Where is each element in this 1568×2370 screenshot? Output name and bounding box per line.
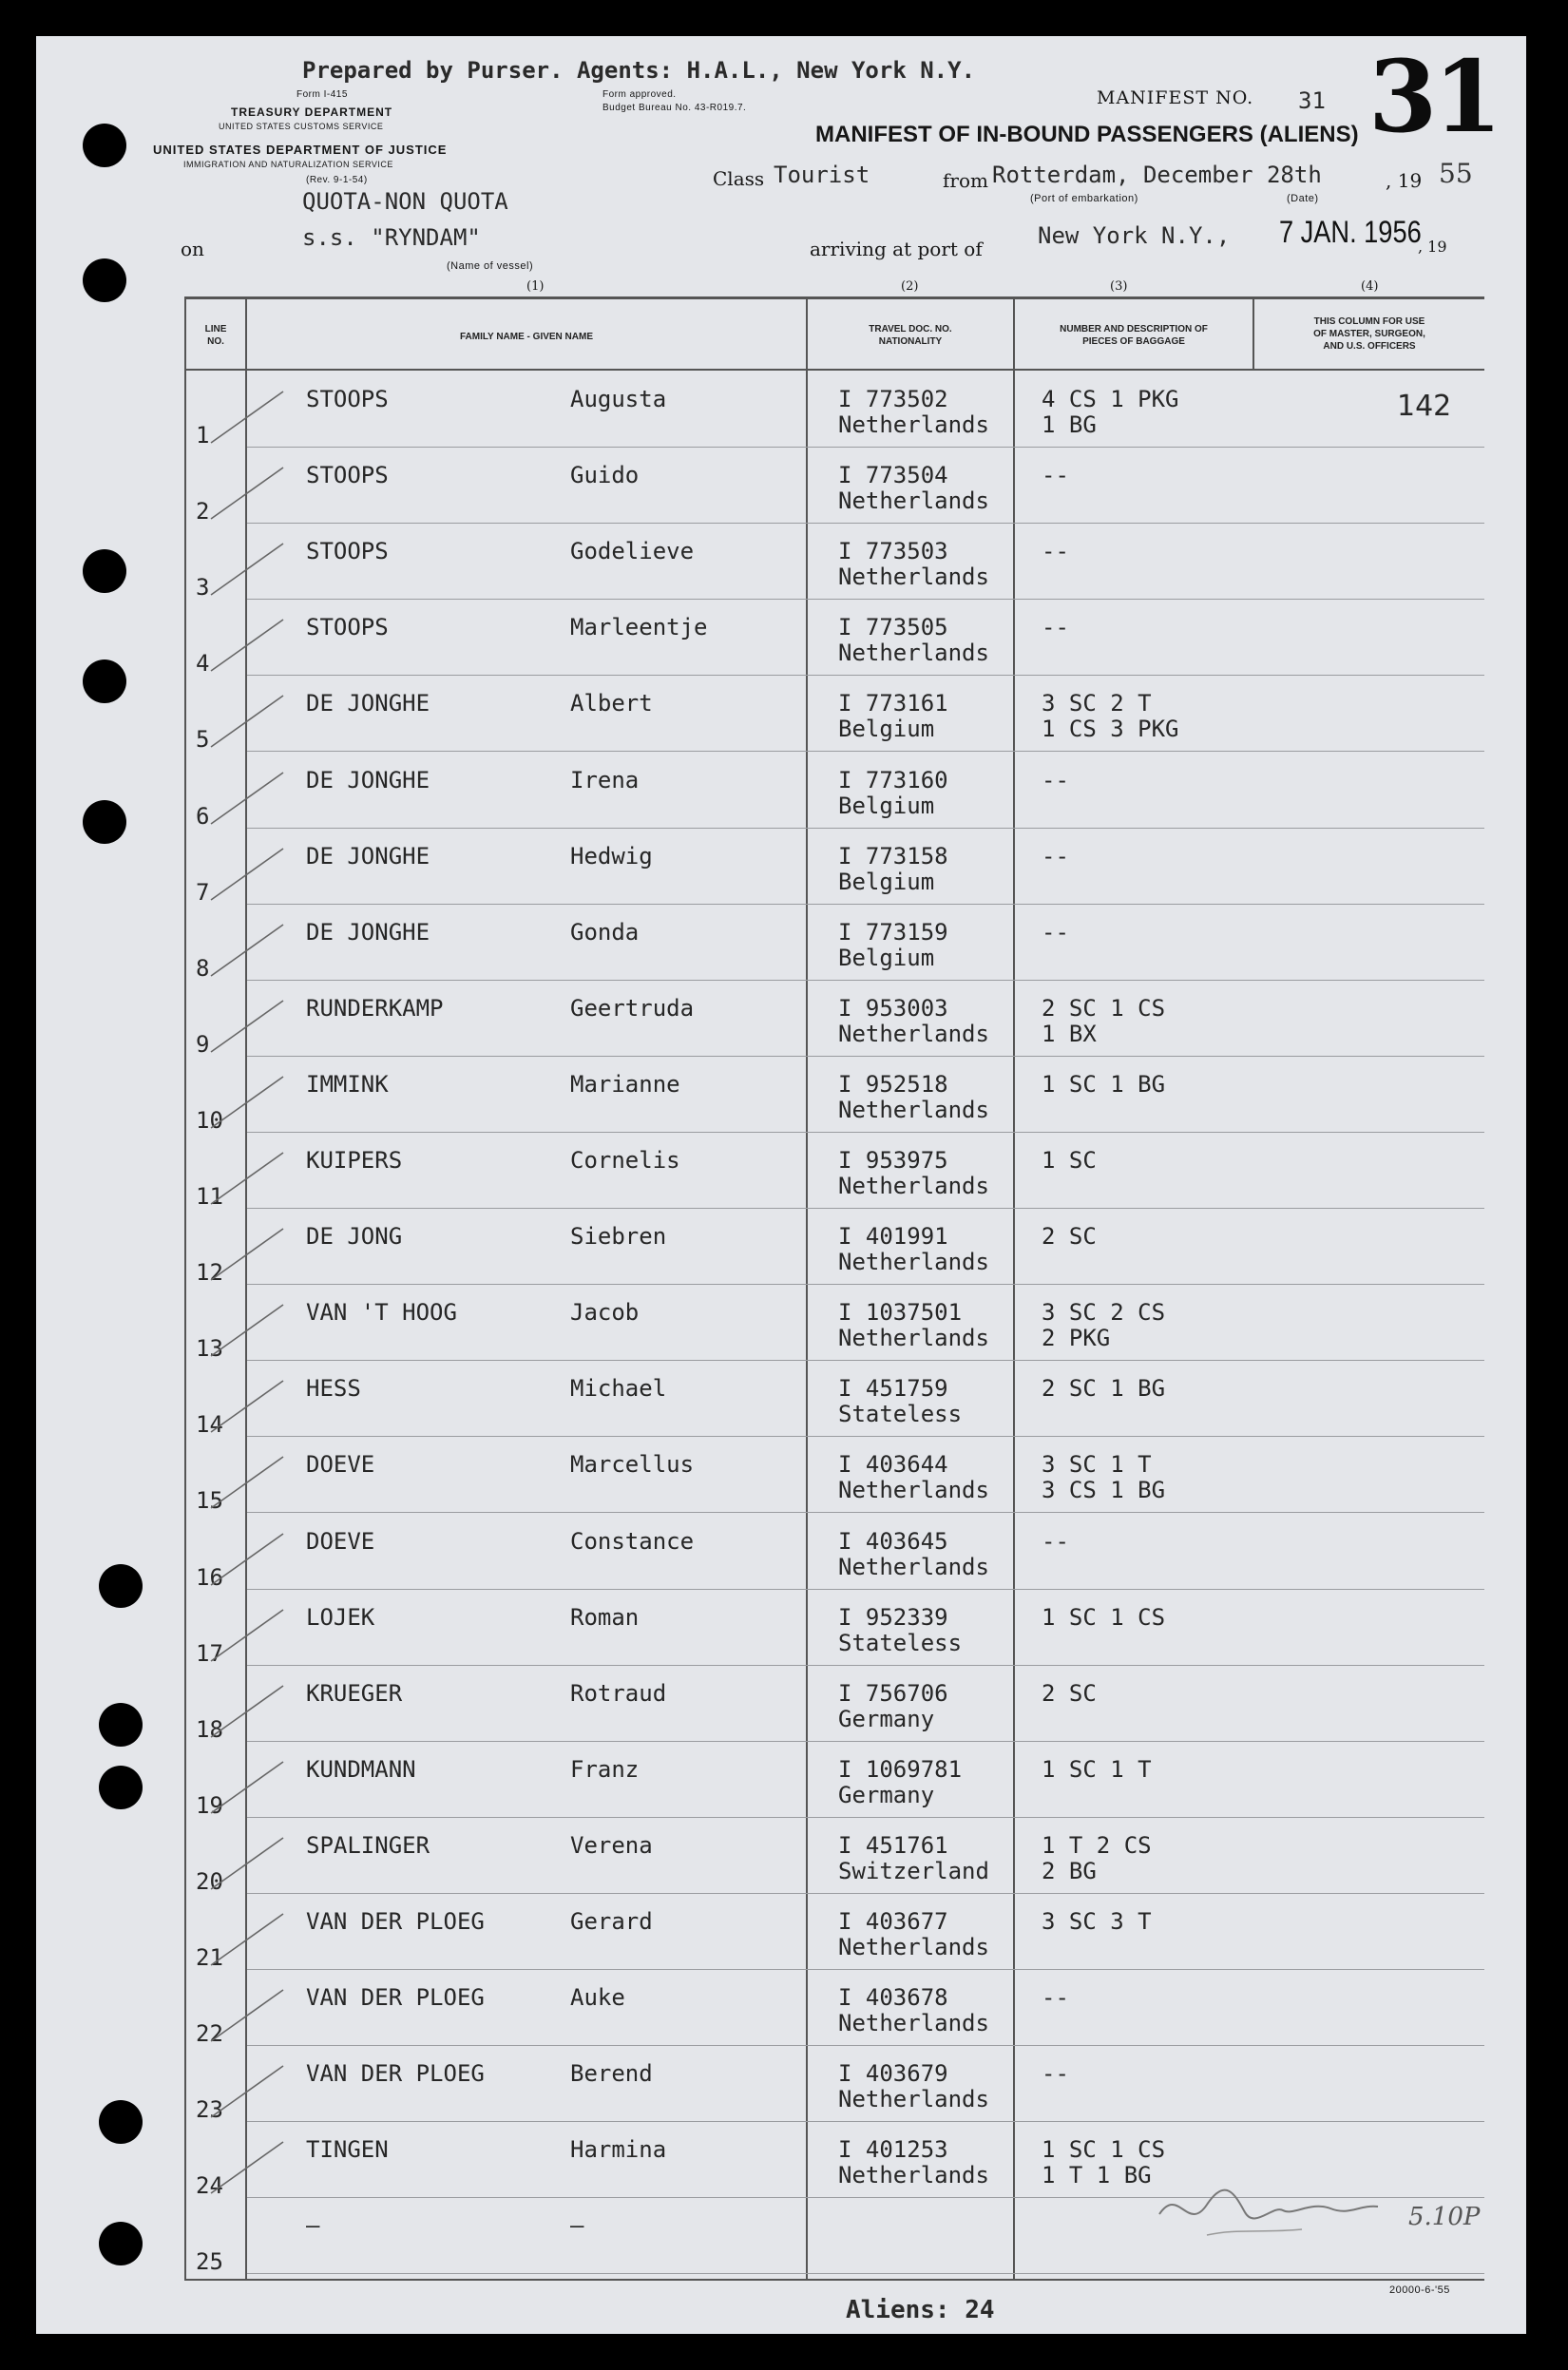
prepared-by: Prepared by Purser. Agents: H.A.L., New York N.Y. bbox=[302, 57, 976, 84]
baggage-line-1: 3 SC 1 T bbox=[1042, 1451, 1152, 1478]
row-divider bbox=[247, 904, 1484, 905]
row-divider bbox=[247, 523, 1484, 524]
family-name: STOOPS bbox=[306, 538, 389, 564]
family-name: DE JONGHE bbox=[306, 919, 430, 946]
travel-doc-no: I 401991 bbox=[838, 1223, 948, 1250]
nationality: Netherlands bbox=[838, 1554, 989, 1580]
family-name: DE JONGHE bbox=[306, 843, 430, 870]
check-mark-icon bbox=[207, 1680, 293, 1741]
check-mark-icon bbox=[207, 614, 293, 675]
from-value: Rotterdam, December 28th bbox=[992, 162, 1322, 188]
from-label: from bbox=[943, 169, 988, 192]
table-row bbox=[0, 1134, 1568, 1210]
family-name: VAN DER PLOEG bbox=[306, 1908, 485, 1935]
given-name: Auke bbox=[570, 1984, 625, 2011]
nationality: Netherlands bbox=[838, 411, 989, 438]
given-name: Geertruda bbox=[570, 995, 695, 1022]
arrival-year-suffix: , 19 bbox=[1418, 238, 1447, 256]
family-name: DE JONGHE bbox=[306, 690, 430, 717]
row-divider bbox=[247, 1512, 1484, 1513]
nationality: Netherlands bbox=[838, 2086, 989, 2112]
family-name: STOOPS bbox=[306, 386, 389, 412]
check-mark-icon bbox=[207, 1984, 293, 2045]
row-divider bbox=[247, 1817, 1484, 1818]
travel-doc-no: I 403677 bbox=[838, 1908, 948, 1935]
port-embarkation-caption: (Port of embarkation) bbox=[1030, 193, 1138, 204]
given-name: Harmina bbox=[570, 2136, 667, 2163]
given-name: Marcellus bbox=[570, 1451, 695, 1478]
travel-doc-no: I 403679 bbox=[838, 2060, 948, 2087]
given-name: Franz bbox=[570, 1756, 640, 1783]
family-name: KUIPERS bbox=[306, 1147, 403, 1174]
row-divider bbox=[247, 1056, 1484, 1057]
manifest-no-label: MANIFEST NO. bbox=[1097, 87, 1254, 108]
nationality: Netherlands bbox=[838, 640, 989, 666]
header-bottom-rule bbox=[184, 369, 1484, 371]
line-number: 3 bbox=[196, 574, 210, 601]
table-row bbox=[0, 1438, 1568, 1514]
travel-doc-no: I 401253 bbox=[838, 2136, 948, 2163]
check-mark-icon bbox=[207, 1147, 293, 1208]
nationality: Netherlands bbox=[838, 1097, 989, 1123]
table-row bbox=[0, 1515, 1568, 1591]
travel-doc-no: I 403678 bbox=[838, 1984, 948, 2011]
baggage-line-1: 2 SC 1 BG bbox=[1042, 1375, 1166, 1402]
travel-doc-no: I 1069781 bbox=[838, 1756, 963, 1783]
line-number: 16 bbox=[196, 1564, 223, 1591]
baggage-line-1: 3 SC 2 T bbox=[1042, 690, 1152, 717]
table-row bbox=[0, 1819, 1568, 1895]
family-name: DOEVE bbox=[306, 1451, 375, 1478]
punch-hole bbox=[83, 124, 126, 167]
nationality: Netherlands bbox=[838, 1249, 989, 1275]
date-caption: (Date) bbox=[1287, 193, 1319, 204]
family-name: — bbox=[306, 2212, 320, 2239]
given-name: Cornelis bbox=[570, 1147, 680, 1174]
revision-date: (Rev. 9-1-54) bbox=[306, 175, 368, 185]
nationality: Netherlands bbox=[838, 1021, 989, 1047]
check-mark-icon bbox=[207, 1299, 293, 1360]
line-number: 23 bbox=[196, 2096, 223, 2123]
line-number: 22 bbox=[196, 2020, 223, 2047]
check-mark-icon bbox=[207, 462, 293, 523]
given-name: Gerard bbox=[570, 1908, 653, 1935]
quota-line: QUOTA-NON QUOTA bbox=[302, 188, 508, 215]
row-divider bbox=[247, 828, 1484, 829]
check-mark-icon bbox=[207, 386, 293, 447]
table-row bbox=[0, 1286, 1568, 1362]
table-top-rule bbox=[184, 296, 1484, 299]
col-num-1: (1) bbox=[526, 279, 545, 294]
travel-doc-no: I 773161 bbox=[838, 690, 948, 717]
check-mark-icon bbox=[207, 843, 293, 904]
given-name: Roman bbox=[570, 1604, 640, 1631]
row-divider bbox=[247, 1893, 1484, 1894]
line-number: 6 bbox=[196, 803, 210, 830]
given-name: Guido bbox=[570, 462, 640, 488]
check-mark-icon bbox=[207, 995, 293, 1056]
line-number: 18 bbox=[196, 1716, 223, 1743]
line-number: 4 bbox=[196, 650, 210, 677]
year-prefix: , 19 bbox=[1386, 169, 1423, 192]
punch-hole bbox=[83, 258, 126, 302]
row-divider bbox=[247, 447, 1484, 448]
table-row bbox=[0, 1210, 1568, 1286]
col-num-3: (3) bbox=[1110, 279, 1128, 294]
family-name: KRUEGER bbox=[306, 1680, 403, 1707]
line-number: 10 bbox=[196, 1107, 223, 1134]
nationality: Netherlands bbox=[838, 564, 989, 590]
line-number: 25 bbox=[196, 2248, 223, 2275]
family-name: SPALINGER bbox=[306, 1832, 430, 1859]
officer-note: 142 bbox=[1397, 390, 1452, 423]
row-divider bbox=[247, 599, 1484, 600]
given-name: Berend bbox=[570, 2060, 653, 2087]
travel-doc-no: I 952518 bbox=[838, 1071, 948, 1098]
form-approved: Form approved. bbox=[602, 89, 677, 100]
travel-doc-no: I 773502 bbox=[838, 386, 948, 412]
row-divider bbox=[247, 1360, 1484, 1361]
family-name: HESS bbox=[306, 1375, 361, 1402]
given-name: Michael bbox=[570, 1375, 667, 1402]
nationality: Stateless bbox=[838, 1401, 963, 1427]
travel-doc-no: I 451761 bbox=[838, 1832, 948, 1859]
check-mark-icon bbox=[207, 690, 293, 751]
nationality: Netherlands bbox=[838, 2010, 989, 2036]
class-label: Class bbox=[713, 167, 765, 190]
arrival-date-stamp: 7 JAN. 1956 bbox=[1279, 215, 1422, 249]
nationality: Netherlands bbox=[838, 2162, 989, 2188]
row-divider bbox=[247, 1284, 1484, 1285]
row-divider bbox=[247, 2045, 1484, 2046]
customs-service: UNITED STATES CUSTOMS SERVICE bbox=[219, 122, 384, 131]
baggage-line-1: 1 SC 1 BG bbox=[1042, 1071, 1166, 1098]
baggage-line-1: 2 SC 1 CS bbox=[1042, 995, 1166, 1022]
baggage-line-1: 1 T 2 CS bbox=[1042, 1832, 1152, 1859]
family-name: VAN 'T HOOG bbox=[306, 1299, 457, 1326]
line-number: 20 bbox=[196, 1868, 223, 1895]
officer-signature bbox=[1150, 2176, 1397, 2252]
table-row bbox=[0, 373, 1568, 449]
baggage-line-1: 4 CS 1 PKG bbox=[1042, 386, 1179, 412]
row-divider bbox=[247, 675, 1484, 676]
check-mark-icon bbox=[207, 1528, 293, 1589]
col-head-line-no: LINE NO. bbox=[204, 324, 227, 347]
baggage-line-2: 1 CS 3 PKG bbox=[1042, 716, 1179, 742]
travel-doc-no: I 953975 bbox=[838, 1147, 948, 1174]
manifest-title: MANIFEST OF IN-BOUND PASSENGERS (ALIENS) bbox=[815, 122, 1359, 147]
check-mark-icon bbox=[207, 1604, 293, 1665]
travel-doc-no: I 403645 bbox=[838, 1528, 948, 1555]
given-name: — bbox=[570, 2212, 584, 2239]
check-mark-icon bbox=[207, 2060, 293, 2121]
vessel-name: s.s. "RYNDAM" bbox=[302, 224, 481, 251]
check-mark-icon bbox=[207, 538, 293, 599]
signature-note: 5.10P bbox=[1408, 2203, 1481, 2231]
table-row bbox=[0, 449, 1568, 525]
print-code: 20000-6-'55 bbox=[1389, 2284, 1450, 2296]
nationality: Netherlands bbox=[838, 1934, 989, 1960]
manifest-no-stamp: 31 bbox=[1368, 38, 1499, 155]
given-name: Siebren bbox=[570, 1223, 667, 1250]
table-row bbox=[0, 830, 1568, 906]
check-mark-icon bbox=[207, 1071, 293, 1132]
family-name: IMMINK bbox=[306, 1071, 389, 1098]
travel-doc-no: I 773159 bbox=[838, 919, 948, 946]
given-name: Constance bbox=[570, 1528, 695, 1555]
row-divider bbox=[247, 1741, 1484, 1742]
travel-doc-no: I 773504 bbox=[838, 462, 948, 488]
travel-doc-no: I 756706 bbox=[838, 1680, 948, 1707]
arrival-port: New York N.Y., bbox=[1038, 222, 1231, 249]
baggage-line-2: 2 PKG bbox=[1042, 1325, 1111, 1351]
family-name: DE JONG bbox=[306, 1223, 403, 1250]
nationality: Netherlands bbox=[838, 1173, 989, 1199]
baggage-line-1: 3 SC 3 T bbox=[1042, 1908, 1152, 1935]
treasury-department: TREASURY DEPARTMENT bbox=[231, 105, 393, 119]
line-number: 13 bbox=[196, 1335, 223, 1362]
baggage-line-1: 1 SC 1 CS bbox=[1042, 2136, 1166, 2163]
baggage-line-1: -- bbox=[1042, 462, 1069, 488]
check-mark-icon bbox=[207, 919, 293, 980]
line-number: 9 bbox=[196, 1031, 210, 1058]
baggage-line-1: 1 SC 1 CS bbox=[1042, 1604, 1166, 1631]
given-name: Godelieve bbox=[570, 538, 695, 564]
given-name: Marianne bbox=[570, 1071, 680, 1098]
table-row bbox=[0, 2047, 1568, 2123]
baggage-line-2: 2 BG bbox=[1042, 1858, 1097, 1884]
check-mark-icon bbox=[207, 1756, 293, 1817]
family-name: TINGEN bbox=[306, 2136, 389, 2163]
baggage-line-1: 1 SC bbox=[1042, 1147, 1097, 1174]
vessel-caption: (Name of vessel) bbox=[447, 260, 534, 272]
line-number: 19 bbox=[196, 1792, 223, 1819]
col-head-name: FAMILY NAME - GIVEN NAME bbox=[459, 332, 593, 342]
baggage-line-1: -- bbox=[1042, 2060, 1069, 2087]
line-number: 14 bbox=[196, 1411, 223, 1438]
col-head-officers: THIS COLUMN FOR USE OF MASTER, SURGEON, AND U.S. OFFICERS bbox=[1313, 316, 1425, 352]
baggage-line-1: -- bbox=[1042, 843, 1069, 870]
table-row bbox=[0, 1058, 1568, 1134]
table-row bbox=[0, 754, 1568, 830]
travel-doc-no: I 773505 bbox=[838, 614, 948, 640]
table-row bbox=[0, 1667, 1568, 1743]
table-row bbox=[0, 1591, 1568, 1667]
col-head-baggage: NUMBER AND DESCRIPTION OF PIECES OF BAGGAGE bbox=[1060, 324, 1208, 347]
form-number: Form I-415 bbox=[296, 89, 348, 100]
nationality: Stateless bbox=[838, 1630, 963, 1656]
baggage-line-1: -- bbox=[1042, 919, 1069, 946]
check-mark-icon bbox=[207, 1223, 293, 1284]
table-row bbox=[0, 601, 1568, 677]
baggage-line-2: 3 CS 1 BG bbox=[1042, 1477, 1166, 1503]
family-name: STOOPS bbox=[306, 462, 389, 488]
table-row bbox=[0, 982, 1568, 1058]
baggage-line-1: 3 SC 2 CS bbox=[1042, 1299, 1166, 1326]
given-name: Marleentje bbox=[570, 614, 708, 640]
on-label: on bbox=[181, 238, 204, 260]
baggage-line-1: 1 SC 1 T bbox=[1042, 1756, 1152, 1783]
check-mark-icon bbox=[207, 1451, 293, 1512]
check-mark-icon bbox=[207, 2136, 293, 2197]
family-name: KUNDMANN bbox=[306, 1756, 416, 1783]
line-number: 2 bbox=[196, 498, 210, 525]
given-name: Irena bbox=[570, 767, 640, 793]
line-number: 12 bbox=[196, 1259, 223, 1286]
nationality: Germany bbox=[838, 1706, 935, 1732]
line-number: 7 bbox=[196, 879, 210, 906]
family-name: STOOPS bbox=[306, 614, 389, 640]
given-name: Verena bbox=[570, 1832, 653, 1859]
given-name: Gonda bbox=[570, 919, 640, 946]
given-name: Hedwig bbox=[570, 843, 653, 870]
baggage-line-1: -- bbox=[1042, 1984, 1069, 2011]
immigration-service: IMMIGRATION AND NATURALIZATION SERVICE bbox=[183, 160, 393, 169]
row-divider bbox=[247, 2121, 1484, 2122]
row-divider bbox=[247, 1665, 1484, 1666]
given-name: Jacob bbox=[570, 1299, 640, 1326]
baggage-line-1: -- bbox=[1042, 538, 1069, 564]
given-name: Augusta bbox=[570, 386, 667, 412]
family-name: VAN DER PLOEG bbox=[306, 2060, 485, 2087]
check-mark-icon bbox=[207, 1832, 293, 1893]
line-number: 11 bbox=[196, 1183, 223, 1210]
given-name: Albert bbox=[570, 690, 653, 717]
baggage-line-1: 2 SC bbox=[1042, 1680, 1097, 1707]
row-divider bbox=[247, 2273, 1484, 2274]
nationality: Germany bbox=[838, 1782, 935, 1808]
check-mark-icon bbox=[207, 1375, 293, 1436]
baggage-line-1: -- bbox=[1042, 1528, 1069, 1555]
manifest-no-typed: 31 bbox=[1298, 87, 1326, 114]
row-divider bbox=[247, 980, 1484, 981]
table-row bbox=[0, 1895, 1568, 1971]
col-num-2: (2) bbox=[901, 279, 919, 294]
check-mark-icon bbox=[207, 767, 293, 828]
family-name: VAN DER PLOEG bbox=[306, 1984, 485, 2011]
table-row bbox=[0, 1971, 1568, 2047]
travel-doc-no: I 451759 bbox=[838, 1375, 948, 1402]
travel-doc-no: I 403644 bbox=[838, 1451, 948, 1478]
nationality: Belgium bbox=[838, 945, 935, 971]
class-value: Tourist bbox=[774, 162, 870, 188]
nationality: Belgium bbox=[838, 793, 935, 819]
row-divider bbox=[247, 1969, 1484, 1970]
baggage-line-1: -- bbox=[1042, 614, 1069, 640]
table-row bbox=[0, 1743, 1568, 1819]
col-num-4: (4) bbox=[1361, 279, 1379, 294]
table-row bbox=[0, 1362, 1568, 1438]
line-number: 24 bbox=[196, 2172, 223, 2199]
line-number: 1 bbox=[196, 422, 210, 449]
nationality: Belgium bbox=[838, 716, 935, 742]
family-name: LOJEK bbox=[306, 1604, 375, 1631]
baggage-line-2: 1 T 1 BG bbox=[1042, 2162, 1152, 2188]
table-row bbox=[0, 906, 1568, 982]
family-name: RUNDERKAMP bbox=[306, 995, 444, 1022]
row-divider bbox=[247, 751, 1484, 752]
travel-doc-no: I 953003 bbox=[838, 995, 948, 1022]
travel-doc-no: I 952339 bbox=[838, 1604, 948, 1631]
department-of-justice: UNITED STATES DEPARTMENT OF JUSTICE bbox=[153, 143, 448, 157]
line-number: 8 bbox=[196, 955, 210, 982]
row-divider bbox=[247, 1589, 1484, 1590]
arriving-label: arriving at port of bbox=[810, 238, 983, 260]
row-divider bbox=[247, 1436, 1484, 1437]
table-row bbox=[0, 677, 1568, 753]
line-number: 15 bbox=[196, 1487, 223, 1514]
line-number: 17 bbox=[196, 1640, 223, 1667]
nationality: Netherlands bbox=[838, 1325, 989, 1351]
line-number: 5 bbox=[196, 726, 210, 753]
baggage-line-1: -- bbox=[1042, 767, 1069, 793]
baggage-line-2: 1 BX bbox=[1042, 1021, 1097, 1047]
travel-doc-no: I 1037501 bbox=[838, 1299, 963, 1326]
family-name: DE JONGHE bbox=[306, 767, 430, 793]
aliens-total: Aliens: 24 bbox=[846, 2296, 995, 2324]
check-mark-icon bbox=[207, 1908, 293, 1969]
row-divider bbox=[247, 1208, 1484, 1209]
nationality: Netherlands bbox=[838, 1477, 989, 1503]
baggage-line-2: 1 BG bbox=[1042, 411, 1097, 438]
family-name: DOEVE bbox=[306, 1528, 375, 1555]
col-head-travel-doc: TRAVEL DOC. NO. NATIONALITY bbox=[869, 324, 952, 347]
travel-doc-no: I 773503 bbox=[838, 538, 948, 564]
budget-bureau: Budget Bureau No. 43-R019.7. bbox=[602, 103, 747, 113]
nationality: Netherlands bbox=[838, 487, 989, 514]
table-bottom-rule bbox=[184, 2279, 1484, 2281]
travel-doc-no: I 773158 bbox=[838, 843, 948, 870]
nationality: Belgium bbox=[838, 869, 935, 895]
row-divider bbox=[247, 1132, 1484, 1133]
nationality: Switzerland bbox=[838, 1858, 989, 1884]
baggage-line-1: 2 SC bbox=[1042, 1223, 1097, 1250]
travel-doc-no: I 773160 bbox=[838, 767, 948, 793]
line-number: 21 bbox=[196, 1944, 223, 1971]
given-name: Rotraud bbox=[570, 1680, 667, 1707]
table-row bbox=[0, 525, 1568, 601]
year-value: 55 bbox=[1439, 158, 1473, 189]
